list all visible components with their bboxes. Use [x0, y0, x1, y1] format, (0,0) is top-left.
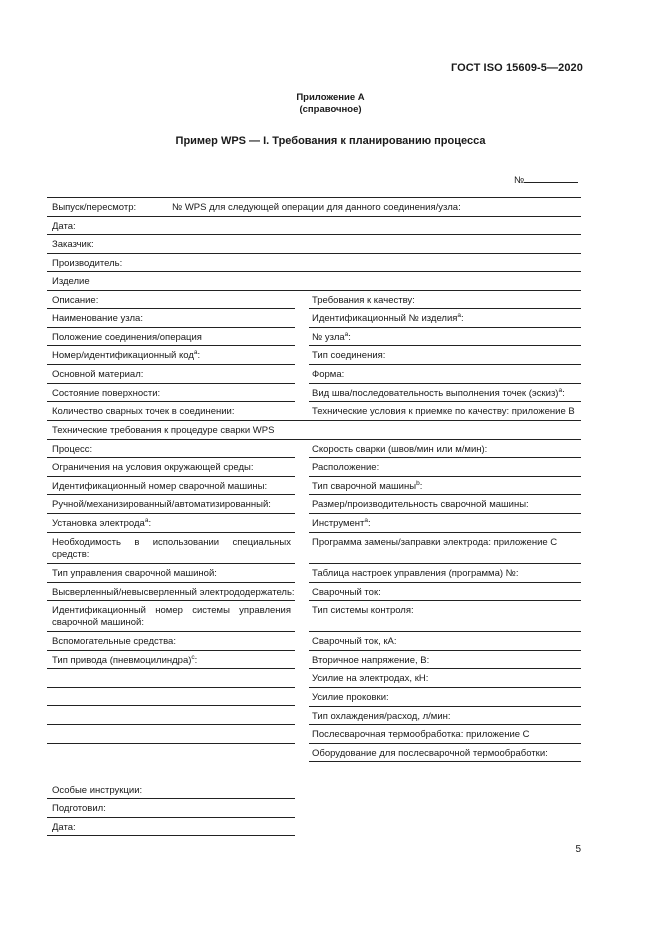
post-heat-equipment-field[interactable]: Оборудование для послесварочной термообработки: — [312, 748, 548, 759]
id-code-field[interactable]: Номер/идентификационный код$^а$: — [52, 349, 201, 361]
product-section-heading: Изделие — [52, 276, 90, 287]
rule-line — [47, 308, 295, 309]
bottom-date-field[interactable]: Дата: — [52, 822, 76, 833]
annex-note: (справочное) — [299, 104, 362, 115]
wps-section-heading: Технические требования к процедуре сварки WPS — [52, 425, 275, 436]
form-number — [514, 173, 578, 186]
rule-line — [47, 271, 581, 272]
rule-line — [47, 513, 295, 514]
base-material-field[interactable]: Основной материал: — [52, 369, 144, 380]
rule-line — [47, 401, 295, 402]
prepared-by-field[interactable]: Подготовил: — [52, 803, 106, 814]
rule-line — [47, 253, 581, 254]
rule-line — [47, 439, 581, 440]
rule-line — [309, 650, 581, 651]
joint-type-field[interactable]: Тип соединения: — [312, 350, 386, 361]
customer-field[interactable]: Заказчик: — [52, 239, 94, 250]
date-field[interactable]: Дата: — [52, 221, 76, 232]
rule-line — [47, 743, 295, 744]
page-number: 5 — [575, 844, 581, 855]
rule-line — [47, 420, 581, 421]
assembly-number-field[interactable]: № узла$^а$: — [312, 331, 351, 343]
acceptance-spec-field[interactable]: Технические условия к приемке по качеству: приложение В — [312, 406, 575, 417]
issue-field[interactable]: Выпуск/пересмотр: — [52, 202, 137, 213]
rule-line — [309, 687, 581, 688]
rule-line — [309, 308, 581, 309]
rule-line — [47, 234, 581, 235]
rule-line — [47, 476, 295, 477]
rule-line — [309, 327, 581, 328]
electrode-force-field[interactable]: Усилие на электродах, кН: — [312, 673, 429, 684]
quality-requirements-field[interactable]: Требования к качеству: — [312, 295, 415, 306]
rule-line — [47, 631, 295, 632]
next-wps-field[interactable]: № WPS для следующей операции для данного соединения/узла: — [172, 202, 461, 213]
rule-line — [309, 563, 581, 564]
product-id-field[interactable]: Идентификационный № изделия$^а$: — [312, 312, 464, 324]
surface-condition-field[interactable]: Состояние поверхности: — [52, 388, 161, 399]
rule-line — [309, 401, 581, 402]
rule-line — [309, 383, 581, 384]
manufacturer-field[interactable]: Производитель: — [52, 258, 123, 269]
form-title: Пример WPS — I. Требования к планированию процесса — [175, 135, 486, 147]
electrode-holder-field[interactable]: Высверленный/невысверленный электрододержатель: — [52, 587, 295, 598]
rule-line — [309, 761, 581, 762]
auxiliary-means-field[interactable]: Вспомогательные средства: — [52, 636, 176, 647]
electrode-setup-field[interactable]: Установка электрода$^а$: — [52, 517, 152, 529]
rule-line — [309, 724, 581, 725]
rule-line — [47, 600, 295, 601]
post-heat-treatment-field[interactable]: Послесварочная термообработка: приложение С — [312, 729, 530, 740]
rule-line — [47, 687, 295, 688]
location-field[interactable]: Расположение: — [312, 462, 380, 473]
rule-line — [47, 197, 581, 198]
annex-heading — [0, 92, 661, 116]
special-instructions-field[interactable]: Особые инструкции: — [52, 785, 143, 796]
rule-line — [47, 532, 295, 533]
rule-line — [309, 364, 581, 365]
rule-line — [309, 513, 581, 514]
number-blank[interactable] — [524, 173, 578, 183]
rule-line — [47, 494, 295, 495]
welding-current-field[interactable]: Сварочный ток: — [312, 587, 381, 598]
electrode-dressing-field[interactable]: Программа замены/заправки электрода: приложение С — [312, 537, 558, 548]
rule-line — [309, 494, 581, 495]
shape-field[interactable]: Форма: — [312, 369, 345, 380]
current-ka-field[interactable]: Сварочный ток, кА: — [312, 636, 397, 647]
rule-line — [47, 582, 295, 583]
assembly-name-field[interactable]: Наименование узла: — [52, 313, 143, 324]
weld-sketch-field[interactable]: Вид шва/последовательность выполнения точек (эскиз)$^а$: — [312, 387, 565, 399]
rule-line — [47, 457, 295, 458]
monitoring-system-field[interactable]: Тип системы контроля: — [312, 605, 414, 616]
rule-line — [47, 724, 295, 725]
rule-line — [47, 835, 295, 836]
spot-count-field[interactable]: Количество сварных точек в соединении: — [52, 406, 235, 417]
cooling-field[interactable]: Тип охлаждения/расход, л/мин: — [312, 711, 451, 722]
standard-designation: ГОСТ ISO 15609-5—2020 — [450, 62, 583, 74]
rule-line — [309, 706, 581, 707]
joint-position-field[interactable]: Положение соединения/операция — [52, 332, 202, 343]
forging-force-field[interactable]: Усилие проковки: — [312, 692, 389, 703]
rule-line — [47, 364, 295, 365]
machine-type-field[interactable]: Тип сварочной машины$^b$: — [312, 480, 423, 492]
secondary-voltage-field[interactable]: Вторичное напряжение, В: — [312, 655, 430, 666]
rule-line — [309, 668, 581, 669]
control-table-field[interactable]: Таблица настроек управления (программа) №: — [312, 568, 519, 579]
process-field[interactable]: Процесс: — [52, 444, 93, 455]
rule-line — [309, 600, 581, 601]
rule-line — [47, 650, 295, 651]
rule-line — [309, 582, 581, 583]
environment-limits-field[interactable]: Ограничения на условия окружающей среды: — [52, 462, 254, 473]
rule-line — [309, 631, 581, 632]
control-type-field[interactable]: Тип управления сварочной машиной: — [52, 568, 217, 579]
tool-field[interactable]: Инструмент$^а$: — [312, 517, 371, 529]
rule-line — [47, 216, 581, 217]
rule-line — [47, 798, 295, 799]
rule-line — [309, 532, 581, 533]
rule-line — [309, 476, 581, 477]
control-system-id-field[interactable]: Идентификационный номер системы управления сварочной машиной: — [52, 605, 291, 628]
welding-speed-field[interactable]: Скорость сварки (швов/мин или м/мин): — [312, 444, 488, 455]
machine-capacity-field[interactable]: Размер/производительность сварочной машины: — [312, 499, 529, 510]
rule-line — [309, 345, 581, 346]
machine-id-field[interactable]: Идентификационный номер сварочной машины: — [52, 481, 268, 492]
rule-line — [47, 345, 295, 346]
drive-type-field[interactable]: Тип привода (пневмоцилиндра)$^с$: — [52, 654, 198, 666]
rule-line — [47, 290, 581, 291]
annex-title: Приложение А — [296, 92, 365, 103]
number-label: № — [514, 175, 525, 186]
rule-line — [47, 327, 295, 328]
rule-line — [47, 705, 295, 706]
special-means-field[interactable]: Необходимость в использовании специальных средств: — [52, 537, 291, 560]
rule-line — [309, 457, 581, 458]
rule-line — [47, 563, 295, 564]
rule-line — [47, 817, 295, 818]
rule-line — [47, 383, 295, 384]
description-field[interactable]: Описание: — [52, 295, 99, 306]
rule-line — [47, 668, 295, 669]
rule-line — [309, 743, 581, 744]
mode-field[interactable]: Ручной/механизированный/автоматизированный: — [52, 499, 271, 510]
